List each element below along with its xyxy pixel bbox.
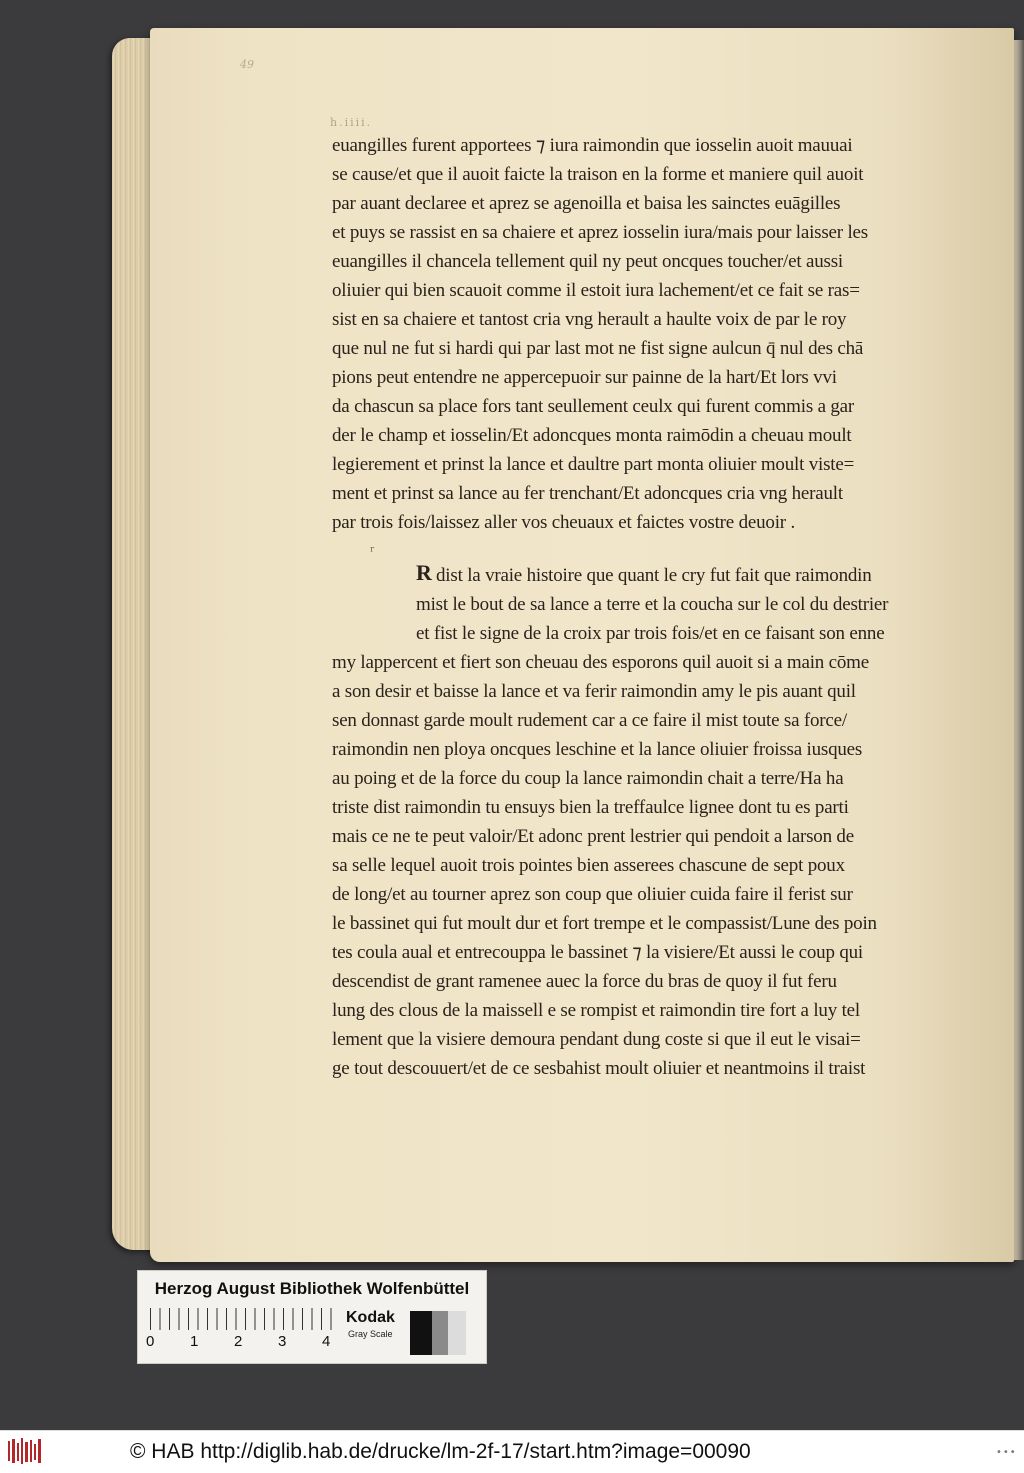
ruler-number: 4 <box>322 1333 331 1350</box>
gray-swatch-light <box>448 1311 466 1355</box>
text-line: my lappercent et fiert son cheuau des esporons quil auoit si a main cōme <box>332 652 869 673</box>
text-line: euangilles furent apportees ⁊ iura raimondin que iosselin auoit mauuai <box>332 135 853 156</box>
text-line: lung des clous de la maissell e se rompist et raimondin tire fort a luy tel <box>332 1000 860 1021</box>
page-folio: 49 <box>240 58 254 71</box>
gray-swatch-mid <box>432 1311 448 1355</box>
text-line: que nul ne fut si hardi qui par last mot ne fist signe aulcun q̄ nul des chā <box>332 338 864 359</box>
text-line: legierement et prinst la lance et daultre part monta oliuier moult viste= <box>332 454 855 475</box>
ruler-number: 0 <box>146 1333 155 1350</box>
footer-bar <box>0 1430 1024 1473</box>
text-line: se cause/et que il auoit faicte la traison en la forme et maniere quil auoit <box>332 164 864 185</box>
chart-title: Herzog August Bibliothek Wolfenbüttel <box>154 1279 470 1298</box>
text-line: oliuier qui bien scauoit comme il estoit iura lachement/et ce fait se ras= <box>332 280 860 301</box>
text-line: ment et prinst sa lance au fer trenchant/Et adoncques cria vng herault <box>332 483 843 504</box>
text-line: triste dist raimondin tu ensuys bien la treffaulce lignee dont tu es parti <box>332 797 849 818</box>
text-line: tes coula aual et entrecouppa le bassinet ⁊ la visiere/Et aussi le coup qui <box>332 942 864 963</box>
text-line: par auant declaree et aprez se agenoilla et baisa les sainctes euāgilles <box>332 193 841 214</box>
text-line: de long/et au tourner aprez son coup que oliuier cuida faire il ferist sur <box>332 884 853 905</box>
color-calibration-chart <box>137 1270 487 1364</box>
text-line: par trois fois/laissez aller vos cheuaux et faictes vostre deuoir . <box>332 512 796 533</box>
text-line: mist le bout de sa lance a terre et la coucha sur le col du destrier <box>416 594 889 615</box>
text-line: au poing et de la force du coup la lance raimondin chait a terre/Ha ha <box>332 768 844 789</box>
initial-letter: R <box>416 560 432 585</box>
guide-letter-mark: ʳ <box>370 544 375 560</box>
text-line: der le champ et iosselin/Et adoncques monta raimōdin a cheuau moult <box>332 425 852 446</box>
text-line: pions peut entendre ne appercepuoir sur painne de la hart/Et lors vvi <box>332 367 837 388</box>
text-line: mais ce ne te peut valoir/Et adonc prent lestrier qui pendoit a larson de <box>332 826 854 847</box>
text-line: a son desir et baisse la lance et va ferir raimondin amy le pis auant quil <box>332 681 856 702</box>
text-line: da chascun sa place fors tant seullement ceulx qui furent commis a gar <box>332 396 855 417</box>
text-line: ge tout descouuert/et de ce sesbahist moult oliuier et neantmoins il traist <box>332 1058 866 1079</box>
text-line: dist la vraie histoire que quant le cry fut fait que raimondin <box>436 565 872 586</box>
text-line: euangilles il chancela tellement quil ny peut oncques toucher/et aussi <box>332 251 843 272</box>
ruler-number: 1 <box>190 1333 199 1350</box>
text-line: et fist le signe de la croix par trois fois/et en ce faisant son enne <box>416 623 885 644</box>
kodak-logo: Kodak <box>346 1309 395 1326</box>
ruler-number: 3 <box>278 1333 287 1350</box>
ruler-numbers <box>144 1333 344 1353</box>
text-line: sist en sa chaiere et tantost cria vng herault a haulte voix de par le roy <box>332 309 847 330</box>
text-line: sa selle lequel auoit trois pointes bien asserees chascune de sept poux <box>332 855 845 876</box>
more-dots-icon[interactable]: ••• <box>996 1447 1017 1458</box>
ruler-scale <box>150 1308 340 1330</box>
text-line: raimondin nen ploya oncques leschine et la lance oliuier froissa iusques <box>332 739 863 760</box>
hab-barcode-logo-icon <box>8 1437 44 1465</box>
footer-copyright-url[interactable]: © HAB http://diglib.hab.de/drucke/lm-2f-17/start.htm?image=00090 <box>130 1440 751 1463</box>
gray-swatch-black <box>410 1311 432 1355</box>
text-line: lement que la visiere demoura pendant dung coste si que il eut le visai= <box>332 1029 861 1050</box>
text-line: descendist de grant ramenee auec la force du bras de quoy il fut feru <box>332 971 837 992</box>
text-block <box>332 132 964 1084</box>
kodak-subtitle: Gray Scale <box>348 1329 393 1339</box>
text-line: le bassinet qui fut moult dur et fort trempe et le compassist/Lune des poin <box>332 913 877 934</box>
ruler-number: 2 <box>234 1333 243 1350</box>
text-line: et puys se rassist en sa chaiere et aprez iosselin iura/mais pour laisser les <box>332 222 868 243</box>
text-line: sen donnast garde moult rudement car a ce faire il mist toute sa force/ <box>332 710 847 731</box>
page-signature: h.iiii. <box>330 116 373 129</box>
